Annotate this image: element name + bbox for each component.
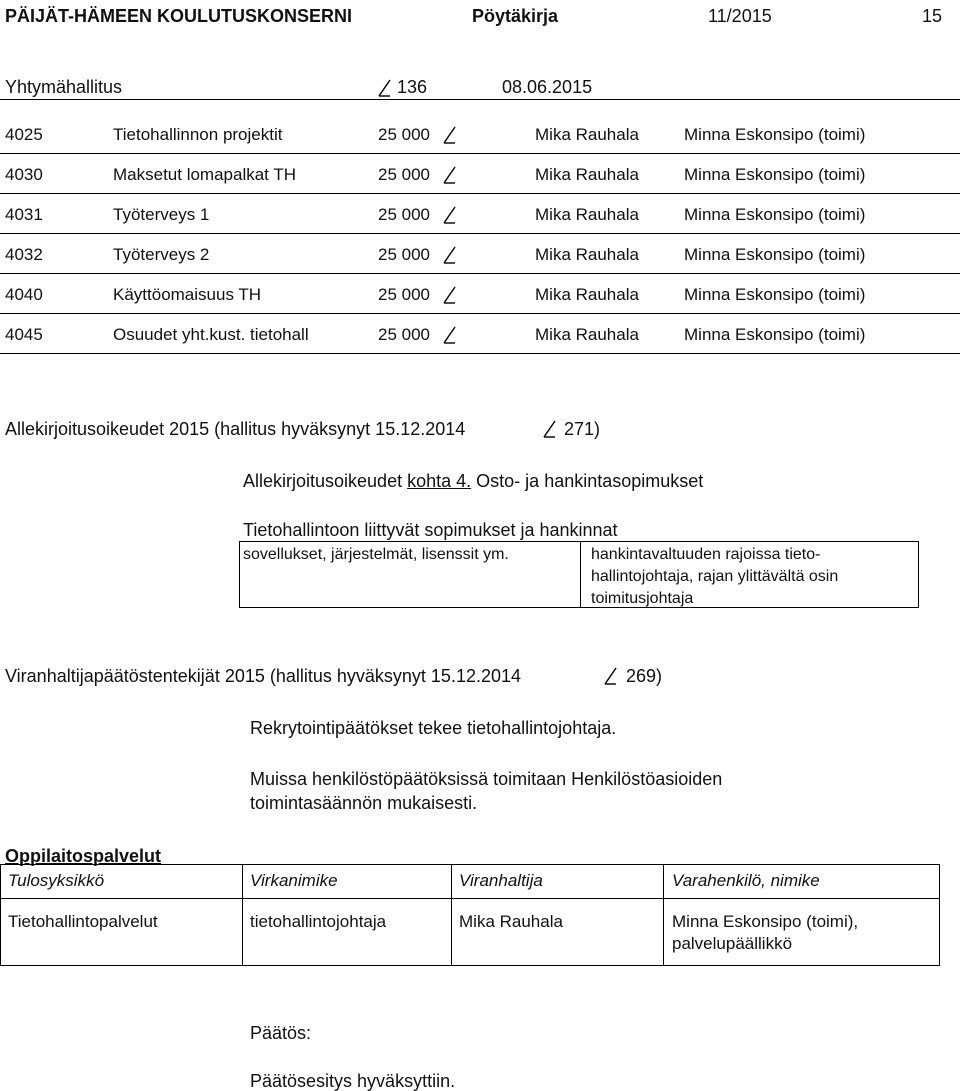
org-name: PÄIJÄT-HÄMEEN KOULUTUSKONSERNI: [5, 6, 353, 26]
project-approver: Mika Rauhala: [535, 325, 639, 344]
project-name: Työterveys 1: [113, 205, 210, 224]
project-deputy: Minna Eskonsipo (toimi): [684, 325, 866, 344]
project-name: Työterveys 2: [113, 245, 210, 264]
services-heading: Oppilaitospalvelut: [5, 846, 162, 866]
project-name: Käyttöomaisuus TH: [113, 285, 262, 304]
project-code: 4040: [5, 285, 43, 304]
project-code: 4045: [5, 325, 43, 344]
signing-ref-topic: Osto- ja hankintasopimukset: [476, 471, 704, 491]
project-code: 4030: [5, 165, 43, 184]
decision-text: Päätösesitys hyväksyttiin.: [250, 1071, 456, 1091]
signing-box-scope: sovellukset, järjestelmät, lisenssit ym.: [243, 546, 509, 563]
project-row-rule: [0, 353, 960, 354]
project-approver: Mika Rauhala: [535, 165, 639, 184]
document-type: Pöytäkirja: [472, 6, 559, 26]
recruitment-rule: Rekrytointipäätökset tekee tietohallintojohtaja.: [250, 718, 617, 738]
project-amount: 25 000: [378, 205, 430, 224]
services-col-divider: [451, 864, 452, 966]
section-sign-icon: [443, 286, 457, 304]
project-name: Tietohallinnon projektit: [113, 125, 283, 144]
project-deputy: Minna Eskonsipo (toimi): [684, 205, 866, 224]
project-name: Maksetut lomapalkat TH: [113, 165, 296, 184]
project-amount: 25 000: [378, 125, 430, 144]
signing-heading: [5, 418, 465, 440]
project-approver: Mika Rauhala: [535, 205, 639, 224]
signing-box-divider: [580, 541, 581, 608]
services-col-divider: [242, 864, 243, 966]
project-approver: Mika Rauhala: [535, 285, 639, 304]
decision-label: Päätös:: [250, 1023, 312, 1043]
services-col-divider: [663, 864, 664, 966]
issue-number: 11/2015: [708, 6, 772, 26]
service-deputy-1: Minna Eskonsipo (toimi),: [672, 912, 859, 931]
services-table-header-rule: [0, 898, 940, 899]
signing-box-rule-3: toimitusjohtaja: [591, 590, 694, 607]
signing-heading-ref: 271): [564, 419, 601, 439]
project-code: 4031: [5, 205, 43, 224]
signing-ref-label: Allekirjoitusoikeudet: [243, 471, 403, 491]
header-rule: [0, 99, 960, 100]
project-amount: 25 000: [378, 285, 430, 304]
project-deputy: Minna Eskonsipo (toimi): [684, 125, 866, 144]
project-deputy: Minna Eskonsipo (toimi): [684, 245, 866, 264]
section-sign-icon: [604, 667, 618, 685]
project-row-rule: [0, 153, 960, 154]
project-row-rule: [0, 233, 960, 234]
signing-reference: [243, 470, 703, 492]
col-title-header: Virkanimike: [250, 871, 338, 890]
meeting-date: 08.06.2015: [502, 77, 593, 97]
section-sign-icon: [378, 79, 392, 97]
project-approver: Mika Rauhala: [535, 245, 639, 264]
section-sign-icon: [443, 246, 457, 264]
project-deputy: Minna Eskonsipo (toimi): [684, 285, 866, 304]
project-amount: 25 000: [378, 165, 430, 184]
col-unit-header: Tulosyksikkö: [8, 871, 105, 890]
signing-ref-link[interactable]: kohta 4.: [407, 471, 472, 491]
hr-rule-line-2: toimintasäännön mukaisesti.: [250, 793, 478, 813]
project-approver: Mika Rauhala: [535, 125, 639, 144]
signing-box-rule-2: hallintojohtaja, rajan ylittävältä osin: [591, 568, 839, 585]
section-sign-icon: [443, 206, 457, 224]
col-deputy-header: Varahenkilö, nimike: [672, 871, 820, 890]
service-unit: Tietohallintopalvelut: [8, 912, 158, 931]
officials-heading: Viranhaltijapäätöstentekijät 2015 (hallitus hyväksynyt 15.12.2014: [5, 666, 522, 686]
col-holder-header: Viranhaltija: [459, 871, 543, 890]
governing-body: Yhtymähallitus: [5, 77, 123, 97]
project-row-rule: [0, 313, 960, 314]
hr-rule-line-1: Muissa henkilöstöpäätöksissä toimitaan Henkilöstöasioiden: [250, 769, 723, 789]
officials-heading-ref: 269): [626, 666, 663, 686]
service-title: tietohallintojohtaja: [250, 912, 387, 931]
project-amount: 25 000: [378, 245, 430, 264]
project-row-rule: [0, 193, 960, 194]
section-sign-icon: [443, 166, 457, 184]
signing-subheading: Tietohallintoon liittyvät sopimukset ja hankinnat: [243, 520, 618, 540]
project-row-rule: [0, 273, 960, 274]
service-deputy-2: palvelupäällikkö: [672, 934, 793, 953]
project-amount: 25 000: [378, 325, 430, 344]
project-name: Osuudet yht.kust. tietohall: [113, 325, 309, 344]
signing-box-rule-1: hankintavaltuuden rajoissa tieto-: [591, 546, 821, 563]
service-holder: Mika Rauhala: [459, 912, 563, 931]
signing-heading-text: Allekirjoitusoikeudet 2015 (hallitus hyväksynyt 15.12.2014: [5, 419, 466, 439]
page-number: 15: [922, 6, 943, 26]
section-sign-icon: [443, 126, 457, 144]
section-sign-icon: [443, 326, 457, 344]
project-code: 4032: [5, 245, 43, 264]
project-code: 4025: [5, 125, 43, 144]
section-sign-icon: [543, 420, 557, 438]
project-deputy: Minna Eskonsipo (toimi): [684, 165, 866, 184]
section-number: 136: [397, 77, 428, 97]
